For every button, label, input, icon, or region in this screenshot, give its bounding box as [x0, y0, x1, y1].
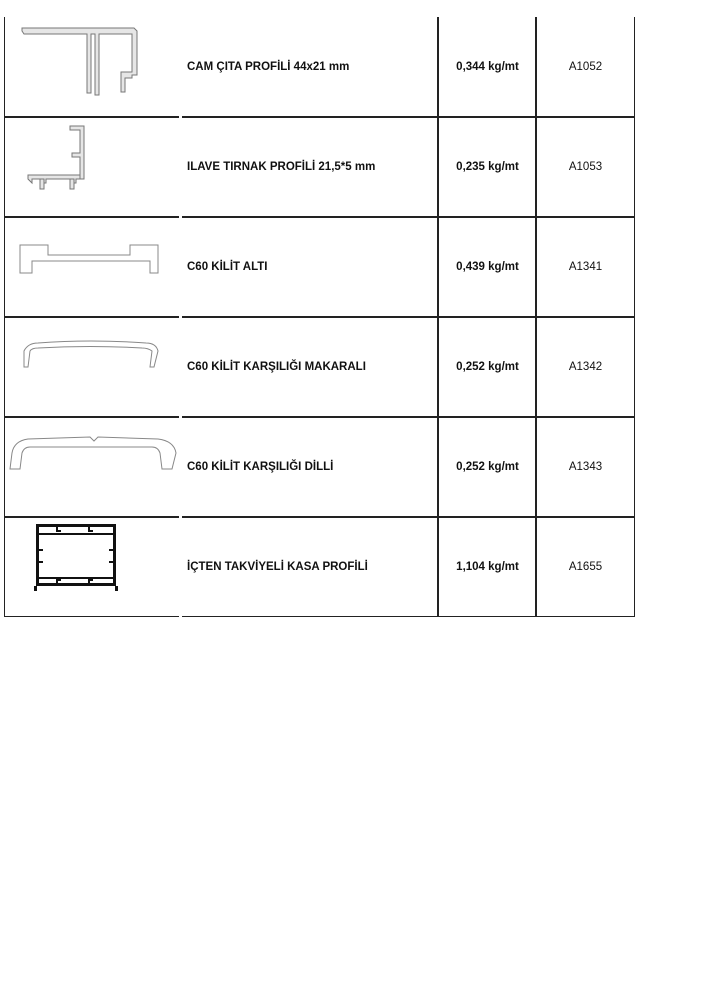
profile-weight: 1,104 kg/mt: [438, 517, 536, 617]
profile-code: A1341: [536, 217, 635, 317]
profile-image-cell: [4, 217, 179, 317]
roller-lock-keeper-profile-icon: [4, 317, 179, 417]
profile-weight: 0,344 kg/mt: [438, 17, 536, 117]
profile-code: A1343: [536, 417, 635, 517]
table-row: [0, 17, 707, 117]
profile-image-cell: [4, 17, 179, 117]
profile-name: C60 KİLİT ALTI: [182, 217, 438, 317]
profile-code: A1053: [536, 117, 635, 217]
glazing-bead-profile-icon: [4, 17, 179, 117]
profile-weight: 0,252 kg/mt: [438, 317, 536, 417]
lock-base-profile-icon: [4, 217, 179, 317]
profile-code: A1342: [536, 317, 635, 417]
reinforced-frame-profile-icon: [4, 517, 179, 617]
table-row: [0, 117, 707, 217]
profile-name: C60 KİLİT KARŞILIĞI MAKARALI: [182, 317, 438, 417]
profile-name: C60 KİLİT KARŞILIĞI DİLLİ: [182, 417, 438, 517]
profile-code: A1052: [536, 17, 635, 117]
table-row: [0, 217, 707, 317]
tongue-lock-keeper-profile-icon: [4, 417, 179, 517]
profile-name: CAM ÇITA PROFİLİ 44x21 mm: [182, 17, 438, 117]
profile-weight: 0,252 kg/mt: [438, 417, 536, 517]
table-row: [0, 417, 707, 517]
profile-image-cell: [4, 417, 179, 517]
profile-name: ILAVE TIRNAK PROFİLİ 21,5*5 mm: [182, 117, 438, 217]
profile-weight: 0,235 kg/mt: [438, 117, 536, 217]
profile-image-cell: [4, 517, 179, 617]
table-row: [0, 517, 707, 617]
profile-code: A1655: [536, 517, 635, 617]
profile-image-cell: [4, 117, 179, 217]
profile-name: İÇTEN TAKVİYELİ KASA PROFİLİ: [182, 517, 438, 617]
click-on-profile-icon: [4, 117, 179, 217]
table-row: [0, 317, 707, 417]
profile-weight: 0,439 kg/mt: [438, 217, 536, 317]
profile-image-cell: [4, 317, 179, 417]
